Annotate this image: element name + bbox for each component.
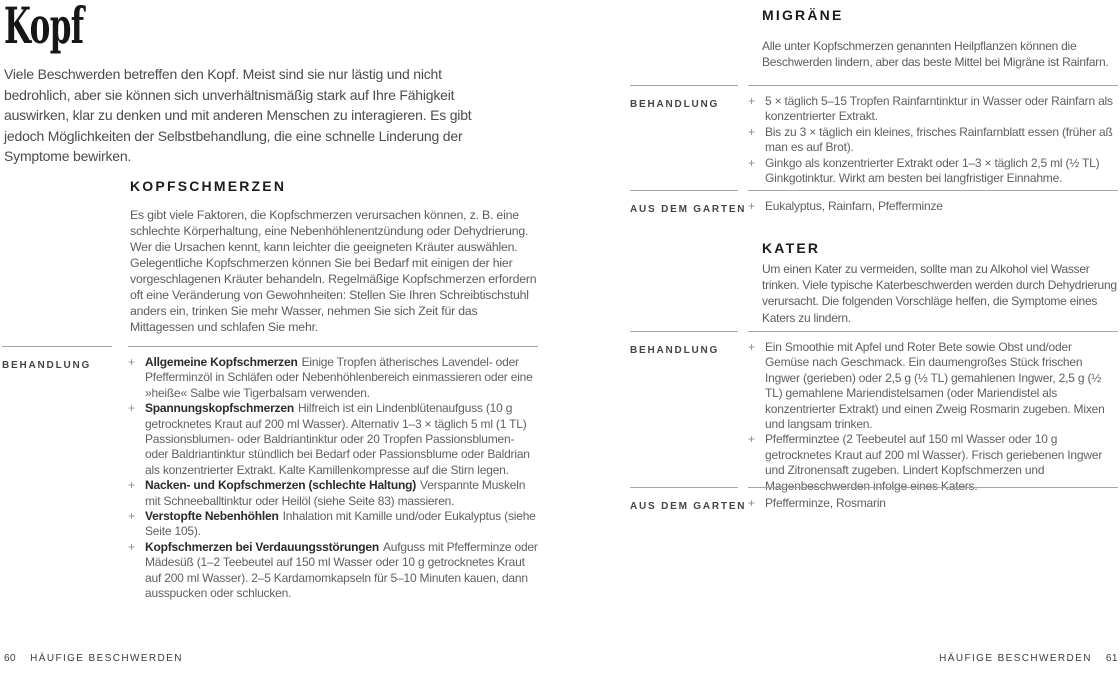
plus-bullet-icon: + [128,539,136,554]
running-title: HÄUFIGE BESCHWERDEN [30,653,183,664]
treatment-text: Inhalation mit Kamille und/oder Eukalyptus (siehe Seite 105). [145,509,536,539]
plus-bullet-icon: + [128,509,136,524]
treatment-list [128,355,538,602]
plus-bullet-icon: + [748,124,756,139]
label-cell [630,85,738,186]
plus-bullet-icon: + [748,199,756,213]
treatment-item [128,540,538,602]
aus-dem-garten-label: AUS DEM GARTEN [630,501,747,512]
section-heading-kopfschmerzen: KOPFSCHMERZEN [130,178,287,194]
content-cell [748,85,1118,186]
content-cell [128,346,538,602]
treatment-list [748,94,1118,186]
treatment-text: Bis zu 3 × täglich ein kleines, frisches Rainfarnblatt essen (früher aß man es auf Brot). [765,124,1113,155]
treatment-item [748,340,1118,432]
section-heading-kater: KATER [762,240,821,256]
garten-row-kater [630,487,1118,514]
garden-item [748,496,1118,511]
behandlung-label: BEHANDLUNG [630,345,720,356]
plus-bullet-icon: + [748,496,756,510]
running-title: HÄUFIGE BESCHWERDEN [939,653,1092,664]
treatment-type-label: Spannungskopfschmerzen [145,401,294,416]
section-body-kopfschmerzen: Es gibt viele Faktoren, die Kopfschmerzen verursachen können, z. B. eine schlechte Körperhaltung, eine Nebenhöhlenentzündung oder Dehydrierung. Wer die Ursachen kennt, kann leichter die geeigneten Kräuter auswählen. Gelegentliche Kopfschmerzen können Sie bei Bedarf mit einigen der hier vorgeschlagenen Kräuter behandeln. Regelmäßige Kopfschmerzen erfordern oft eine Veränderung von Gewohnheiten: Stellen Sie Ihren Schreibtischstuhl anders ein, trinken Sie mehr Wasser, nehmen Sie sich Zeit für das Mittagessen und schlafen Sie mehr. [130,208,537,334]
plus-bullet-icon: + [128,478,136,493]
label-cell [630,331,738,494]
behandlung-row-kater [630,331,1118,494]
garden-item [748,199,1118,214]
behandlung-label: BEHANDLUNG [2,360,92,371]
plus-bullet-icon: + [748,432,756,447]
behandlung-row-kopfschmerzen [2,346,538,602]
plus-bullet-icon: + [128,355,136,369]
treatment-text: Pfefferminztee (2 Teebeutel auf 150 ml Wasser oder 10 g getrocknetes Kraut auf 200 ml Wasser). Frisch geriebenen Ingwer und Zitronensaft zugeben. Lindert Kopfschmerzen und Magenbeschwerden infolge eines Katers. [765,432,1103,493]
content-cell [748,190,1118,217]
label-cell [630,190,747,217]
page-number: 61 [1105,653,1118,664]
content-cell [748,331,1118,494]
section-heading-migraene: MIGRÄNE [762,7,844,23]
treatment-type-label: Verstopfte Nebenhöhlen [145,509,279,524]
treatment-text: Einige Tropfen ätherisches Lavendel- oder Pfefferminzöl in Schläfen oder Nebenhöhlenbereich einmassieren oder eine »heiße« Salbe wie Tigerbalsam verwenden. [145,355,533,400]
chapter-title: Kopf [4,0,84,55]
section-body-migraene: Alle unter Kopfschmerzen genannten Heilpflanzen können die Beschwerden lindern, aber das beste Mittel bei Migräne ist Rainfarn. [762,39,1109,70]
treatment-text: Hilfreich ist ein Lindenblütenaufguss (10 g getrocknetes Kraut auf 200 ml Wasser). Alternativ 1–3 × täglich 5 ml (1 TL) Passionsblumen- oder Baldriantinktur oder 20 Tropfen Passionsblumen- oder Baldriantinktur stündlich bei Bedarf oder Passionsblume oder Baldrian als konzentrierter Extrakt. Kalte Kamillenkompresse auf die Stirn legen. [145,401,530,477]
plus-bullet-icon: + [748,340,756,354]
aus-dem-garten-label: AUS DEM GARTEN [630,204,747,215]
treatment-list [748,340,1118,494]
treatment-item [128,478,538,509]
treatment-text: Ein Smoothie mit Apfel und Roter Bete sowie Obst und/oder Gemüse nach Geschmack. Ein daumengroßes Stück frischen Ingwer (gerieben) oder 2,5 g (½ TL) gemahlenen Ingwer, 2,5 g (½ TL) gemahlene Mariendistelsamen (oder Mariendistel als konzentrierter Extrakt) und einen Zweig Rosmarin zugeben. Mixen und langsam trinken. [765,340,1105,432]
behandlung-label: BEHANDLUNG [630,99,720,110]
treatment-text: 5 × täglich 5–15 Tropfen Rainfarntinktur in Wasser oder Rainfarn als konzentrierter Extrakt. [765,94,1113,124]
treatment-type-label: Kopfschmerzen bei Verdauungsstörungen [145,539,379,554]
treatment-item [748,432,1118,494]
page-number: 60 [4,653,17,664]
chapter-intro-paragraph: Viele Beschwerden betreffen den Kopf. Meist sind sie nur lästig und nicht bedrohlich, aber sie können sich unverhältnismäßig stark auf Ihre Fähigkeit auswirken, klar zu denken und mit anderen Menschen zu interagieren. Es gibt jedoch Möglichkeiten der Selbstbehandlung, die eine schnelle Linderung der Symptome bewirken. [4,66,472,164]
treatment-item [128,355,538,401]
content-cell [748,487,1118,514]
treatment-text: Verspannte Muskeln mit Schneeballtinktur oder Heilöl (siehe Seite 83) massieren. [145,478,526,508]
treatment-item [128,509,538,540]
treatment-item [128,401,538,478]
treatment-text: Aufguss mit Pfefferminze oder Mädesüß (1–2 Teebeutel auf 150 ml Wasser oder 10 g getrocknetes Kraut auf 200 ml Wasser). 2–5 Kardamomkapseln für 5–10 Minuten kauen, dann ausspucken oder schlucken. [145,539,538,601]
plus-bullet-icon: + [748,155,756,170]
footer-right [939,653,1118,664]
plus-bullet-icon: + [128,401,136,416]
label-cell [2,346,112,602]
treatment-type-label: Nacken- und Kopfschmerzen (schlechte Haltung) [145,478,417,493]
treatment-type-label: Allgemeine Kopfschmerzen [145,355,298,369]
label-cell [630,487,747,514]
treatment-item [748,94,1118,125]
treatment-item [748,156,1118,187]
footer-left [4,653,183,664]
garten-row-migraene [630,190,1118,217]
behandlung-row-migraene [630,85,1118,186]
garden-plants-text: Pfefferminze, Rosmarin [765,496,886,510]
plus-bullet-icon: + [748,94,756,108]
book-page-right [560,0,1120,675]
treatment-text: Ginkgo als konzentrierter Extrakt oder 1–3 × täglich 2,5 ml (½ TL) Ginkgotinktur. Wirkt am besten bei langfristiger Einnahme. [765,155,1100,186]
treatment-item [748,125,1118,156]
garden-plants-text: Eukalyptus, Rainfarn, Pfefferminze [765,199,943,213]
section-body-kater: Um einen Kater zu vermeiden, sollte man zu Alkohol viel Wasser trinken. Viele typische Katerbeschwerden werden durch Dehydrierung verursacht. Die folgenden Vorschläge helfen, die Symptome eines Katers zu lindern. [762,262,1117,325]
